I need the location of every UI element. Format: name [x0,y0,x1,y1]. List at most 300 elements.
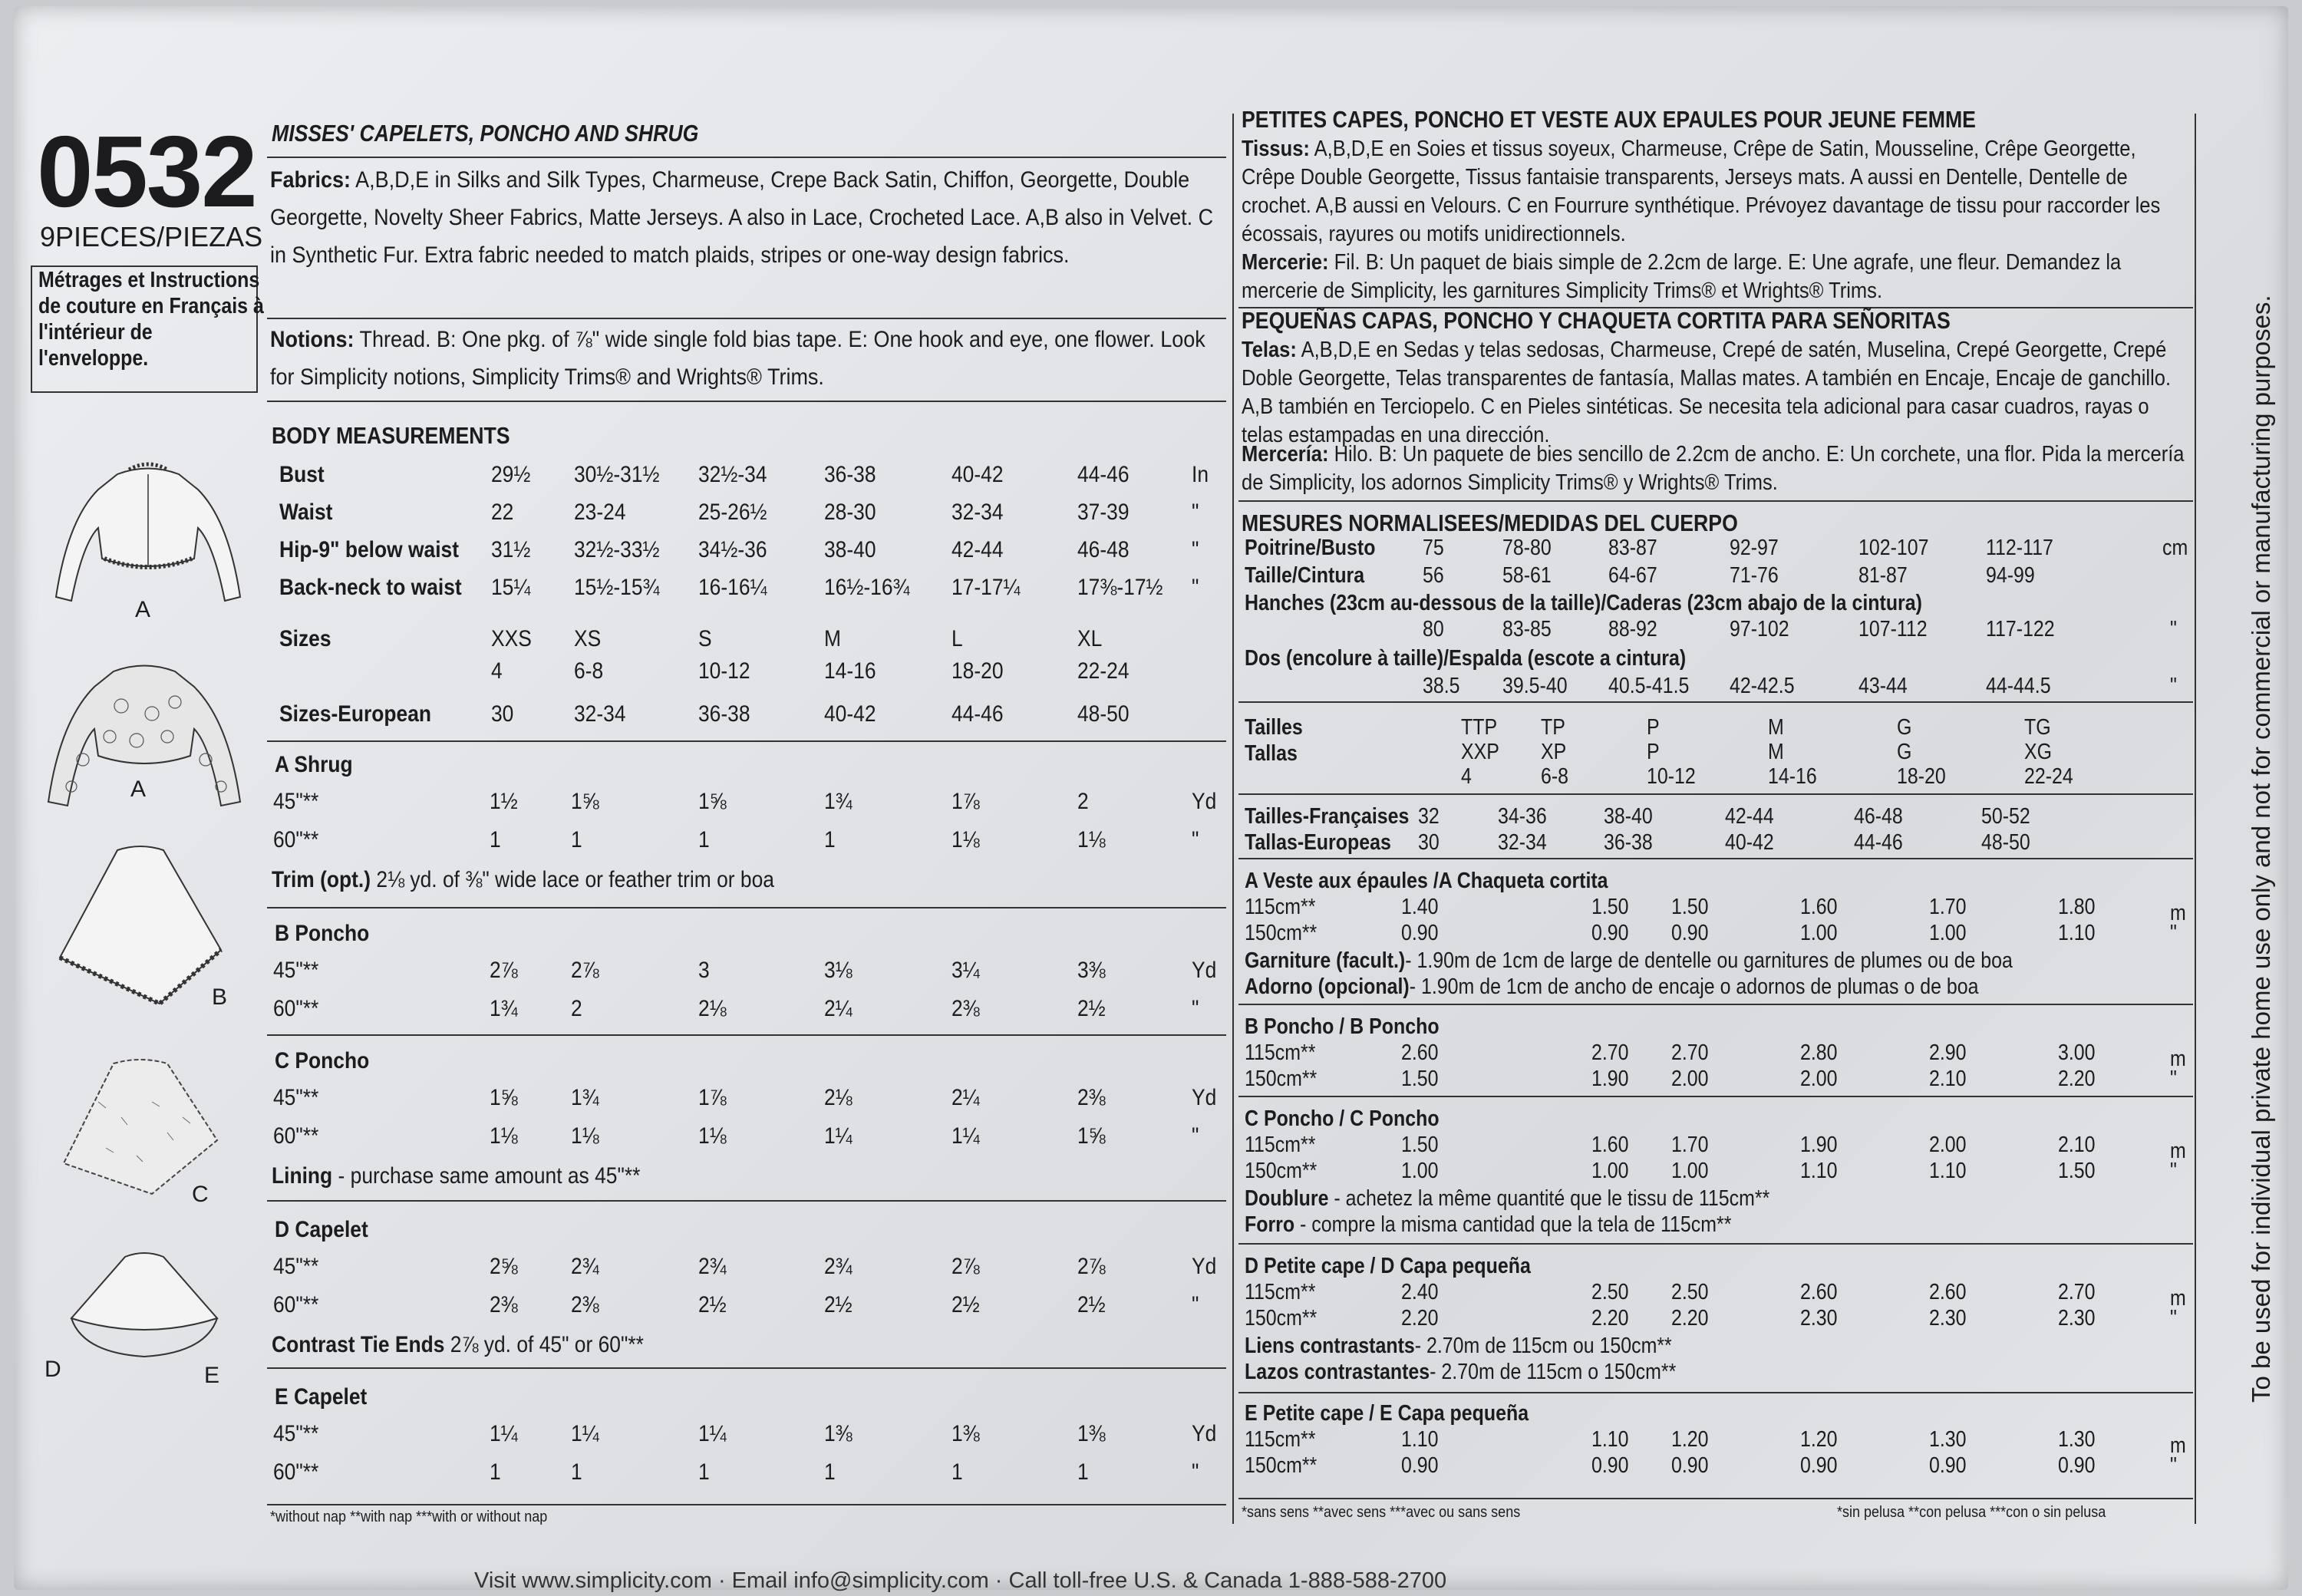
sizes-european-label: Sizes-European [279,701,432,727]
dos-value: 42-42.5 [1730,674,1795,698]
tailles-francaises-label: Tailles-Françaises [1245,804,1410,829]
yardage-unit: Yd [1192,1421,1217,1446]
merceria-text: Hilo. B: Un paquete de bies sencillo de 2.2cm de ancho. E: Un corchete, una flor. Pida la mercería de Simplicity, los adornos Simplicity Trims® y Wrights® Trims. [1242,442,2185,495]
yardage-value: 2¾ [571,1254,599,1279]
dos-value: 38.5 [1423,674,1460,698]
usage-notice: To be used for individual private home use only and not for commercial or manufacturing purposes. [2247,295,2275,1403]
metrage-width: 115cm** [1245,1427,1316,1452]
view-note-text: 2⅞ yd. of 45" or 60"** [444,1332,644,1357]
taille-code: P [1647,715,1660,740]
view-heading: E Petite cape / E Capa pequeña [1245,1401,1529,1426]
metrage-unit: " [2170,1067,2177,1091]
size-code: L [951,626,963,651]
talla-code: XXP [1461,740,1499,764]
telas-label: Telas: [1242,338,1297,362]
french-note-line: Métrages et Instructions [38,268,260,292]
taille-francaise: 34-36 [1498,804,1547,829]
talla-europea: 44-46 [1854,830,1903,855]
yardage-value: 1½ [490,789,518,814]
yardage-value: 2¾ [824,1254,853,1279]
divider [1238,1243,2193,1245]
metrage-value: 3.00 [2058,1040,2096,1065]
yardage-value: 2¼ [824,996,853,1021]
measurement-value: 32½-34 [698,462,767,487]
yardage-value: 2⅜ [1077,1085,1106,1110]
divider [1238,1096,2193,1097]
french-note-line: de couture en Français à [38,294,264,318]
taille-francaise: 50-52 [1981,804,2030,829]
yardage-value: 1⅛ [490,1123,518,1149]
yardage-width: 45"** [273,1421,319,1446]
mercerie-label: Mercerie: [1242,250,1329,275]
metrage-value: 1.90 [1800,1133,1838,1157]
notions-text: Thread. B: One pkg. of ⅞" wide single fold bias tape. E: One hook and eye, one flower. Look for Simplicity notions, Simplicity Trims® and Wrights® Trims. [270,327,1205,390]
measurement-unit: " [1192,537,1199,562]
size-number: 14-16 [824,658,876,684]
view-heading: D Capelet [275,1217,368,1242]
metrage-value: 1.00 [1401,1159,1439,1183]
dos-value: 44-44.5 [1986,674,2051,698]
view-note-text: - 2.70m de 115cm o 150cm** [1430,1360,1677,1384]
metrage-unit: m [2170,1286,2186,1311]
metrage-value: 2.70 [1591,1040,1629,1065]
talla-code: M [1768,740,1784,764]
measurement-value: 22 [491,500,514,525]
telas-text: A,B,D,E en Sedas y telas sedosas, Charmeuse, Crepé de satén, Muselina, Crepé Georgette, Crepé Doble Georgette, Telas transparentes de fantasía, Mallas mates. A también en Encaje, Encaje de ganchillo. A,B también en Terciopelo. C en Pieles sintéticas. Se necesita tela adicional para casar cuadros, rayas o telas estampadas en una dirección. [1242,338,2172,447]
metrage-unit: " [2170,1306,2177,1331]
yardage-unit: " [1192,1459,1199,1485]
metrage-value: 2.60 [1401,1040,1439,1065]
hanches-value: 83-85 [1502,617,1552,641]
yardage-value: 2⅞ [571,958,599,983]
metrage-value: 1.60 [1800,895,1838,919]
yardage-value: 2½ [698,1292,727,1317]
yardage-value: 1⅛ [698,1123,727,1149]
measurement-value: 30½-31½ [574,462,660,487]
yardage-value: 1⅜ [951,1421,980,1446]
taille-code: G [1897,715,1912,740]
view-heading: C Poncho / C Poncho [1245,1106,1440,1131]
metrage-width: 115cm** [1245,1040,1316,1065]
tailles-label: Tailles [1245,715,1303,740]
metrage-unit: m [2170,1139,2186,1163]
size-code: XL [1077,626,1103,651]
metrage-value: 1.90 [1591,1067,1629,1091]
french-note-line: l'intérieur de [38,320,153,345]
metrage-value: 0.90 [1591,921,1629,945]
yardage-value: 2⅛ [698,996,727,1021]
size-code: S [698,626,712,651]
metrage-value: 0.90 [1671,1453,1709,1478]
poitrine-value: 75 [1423,536,1444,560]
metrage-value: 2.20 [1591,1306,1629,1331]
hanches-value: 97-102 [1730,617,1789,641]
metrage-value: 2.30 [2058,1306,2096,1331]
metrage-value: 2.70 [1671,1040,1709,1065]
metrage-value: 1.70 [1671,1133,1709,1157]
yardage-unit: " [1192,1123,1199,1149]
taille-code: TTP [1461,715,1498,740]
yardage-value: 1 [571,827,582,852]
yardage-width: 45"** [273,958,319,983]
metrage-width: 150cm** [1245,1306,1318,1331]
metrage-value: 1.70 [1929,895,1967,919]
yardage-value: 2⅞ [490,958,518,983]
view-note-text: - 1.90m de 1cm de ancho de encaje o adornos de plumas o de boa [1409,974,1979,999]
view-note-label: Forro [1245,1212,1295,1237]
metrage-value: 2.20 [1671,1306,1709,1331]
yardage-value: 2⅜ [951,996,980,1021]
measurement-value: 46-48 [1077,537,1130,562]
tallas-europeas-label: Tallas-Europeas [1245,830,1391,855]
metrage-width: 150cm** [1245,921,1318,945]
divider [1238,1392,2193,1393]
metrage-unit: " [2170,921,2177,945]
yardage-value: 1 [698,1459,710,1485]
yardage-width: 45"** [273,1085,319,1110]
measurement-value: 37-39 [1077,500,1130,525]
metrage-value: 1.50 [1671,895,1709,919]
metrage-value: 1.40 [1401,895,1439,919]
metrage-value: 0.90 [1591,1453,1629,1478]
metrage-value: 1.50 [2058,1159,2096,1183]
yardage-value: 1⅝ [490,1085,518,1110]
metrage-unit: " [2170,1159,2177,1183]
yardage-width: 60"** [273,1292,319,1317]
size-number: 22-24 [1077,658,1130,684]
size-european: 36-38 [698,701,750,727]
yardage-value: 1¼ [571,1421,599,1446]
measurement-value: 16½-16¾ [824,575,910,600]
view-heading: A Shrug [275,752,353,777]
yardage-value: 2⅜ [571,1292,599,1317]
size-number: 6-8 [574,658,604,684]
taille-francaise: 42-44 [1725,804,1774,829]
view-note-label: Doublure [1245,1186,1329,1211]
yardage-value: 3¼ [951,958,980,983]
view-note-text: - achetez la même quantité que le tissu de 115cm** [1328,1186,1770,1211]
taille-number: 6-8 [1541,764,1569,789]
view-note-label: Lazos contrastantes [1245,1360,1430,1384]
measurement-value: 17⅜-17½ [1077,575,1163,600]
metrage-value: 1.00 [1800,921,1838,945]
metrage-value: 1.00 [1671,1159,1709,1183]
metrage-value: 2.60 [1800,1280,1838,1304]
measurement-value: 17-17¼ [951,575,1021,600]
spanish-title: PEQUEÑAS CAPAS, PONCHO Y CHAQUETA CORTITA PARA SEÑORITAS [1242,307,1951,334]
poitrine-value: 83-87 [1608,536,1657,560]
yardage-value: 1⅝ [698,789,727,814]
metrage-value: 1.50 [1401,1067,1439,1091]
metrage-value: 2.60 [1929,1280,1967,1304]
metrage-width: 115cm** [1245,895,1316,919]
yardage-value: 2¼ [951,1085,980,1110]
metrage-value: 1.20 [1671,1427,1709,1452]
talla-code: XG [2024,740,2053,764]
size-code: XS [574,626,602,651]
yardage-value: 2½ [824,1292,853,1317]
hanches-value: 117-122 [1986,617,2055,641]
measurement-value: 31½ [491,537,531,562]
yardage-value: 1 [824,1459,836,1485]
measurement-value: 15¼ [491,575,531,600]
yardage-value: 1 [951,1459,963,1485]
taille-number: 4 [1461,764,1472,789]
metrage-value: 1.00 [1591,1159,1629,1183]
yardage-value: 1¾ [571,1085,599,1110]
metrage-value: 2.10 [2058,1133,2096,1157]
metrage-tables [14,6,2239,1541]
yardage-value: 1 [571,1459,582,1485]
metrage-value: 1.60 [1591,1133,1629,1157]
yardage-value: 2 [1077,789,1089,814]
metrage-unit: m [2170,1047,2186,1071]
metrage-value: 2.10 [1929,1067,1967,1091]
view-heading: D Petite cape / D Capa pequeña [1245,1254,1531,1278]
taille-label: Taille/Cintura [1245,563,1365,588]
view-label: B [212,984,228,1010]
divider [1238,1004,2193,1005]
view-note-label: Trim (opt.) [272,867,371,892]
dos-value: 40.5-41.5 [1608,674,1690,698]
yardage-value: 1¾ [490,996,518,1021]
metrage-value: 1.20 [1800,1427,1838,1452]
yardage-width: 60"** [273,996,319,1021]
view-label: C [192,1182,209,1207]
metrage-value: 2.00 [1800,1067,1838,1091]
view-note-label: Lining [272,1163,333,1189]
yardage-value: 1⅜ [824,1421,853,1446]
view-note [1245,1186,1769,1212]
metrage-value: 2.30 [1800,1306,1838,1331]
metrage-width: 150cm** [1245,1159,1318,1183]
metrage-unit: m [2170,901,2186,925]
taille-number: 14-16 [1768,764,1817,789]
yardage-unit: " [1192,1292,1199,1317]
view-heading: C Poncho [275,1048,370,1073]
french-note-line: l'enveloppe. [38,346,149,371]
metrage-value: 0.90 [1401,1453,1439,1478]
size-code: XXS [491,626,532,651]
measurement-unit: " [1192,500,1199,525]
mesures-heading: MESURES NORMALISEES/MEDIDAS DEL CUERPO [1242,509,1738,536]
unit-mark: " [2170,674,2177,698]
fabrics-label: Fabrics: [270,167,351,193]
talla-europea: 32-34 [1498,830,1547,855]
measurement-value: 32½-33½ [574,537,660,562]
yardage-value: 1⅞ [951,789,980,814]
view-note-text: - 2.70m de 115cm ou 150cm** [1414,1334,1672,1358]
yardage-value: 2¾ [698,1254,727,1279]
yardage-value: 2⅞ [1077,1254,1106,1279]
yardage-value: 2⅜ [490,1292,518,1317]
divider [1238,1498,2193,1499]
right-border [2195,114,2196,1524]
yardage-value: 1⅝ [1077,1123,1106,1149]
measurement-value: 29½ [491,462,531,487]
measurement-value: 16-16¼ [698,575,767,600]
taille-value: 81-87 [1858,563,1908,588]
yardage-value: 2⅝ [490,1254,518,1279]
metrage-value: 1.10 [1800,1159,1838,1183]
view-label: E [204,1363,220,1388]
size-european: 48-50 [1077,701,1130,727]
yardage-value: 3 [698,958,710,983]
taille-francaise: 32 [1418,804,1440,829]
size-european: 32-34 [574,701,626,727]
talla-europea: 30 [1418,830,1440,855]
measurement-label: Hip-9" below waist [279,537,460,562]
view-note-label: Adorno (opcional) [1245,974,1410,999]
metrage-value: 2.70 [2058,1280,2096,1304]
view-note-label: Contrast Tie Ends [272,1332,445,1357]
view-heading: B Poncho [275,921,370,946]
taille-value: 64-67 [1608,563,1657,588]
taille-code: TG [2024,715,2051,740]
metrage-value: 2.90 [1929,1040,1967,1065]
yardage-value: 1¼ [951,1123,980,1149]
hanches-value: 88-92 [1608,617,1657,641]
sizes-label: Sizes [279,626,331,651]
taille-number: 22-24 [2024,764,2073,789]
view-note [1245,1212,1731,1238]
taille-code: TP [1541,715,1565,740]
size-number: 4 [491,658,503,684]
metrage-width: 150cm** [1245,1453,1318,1478]
view-note [1245,1360,1676,1385]
view-heading: B Poncho / B Poncho [1245,1014,1440,1039]
taille-value: 56 [1423,563,1444,588]
view-heading: A Veste aux épaules /A Chaqueta cortita [1245,869,1608,893]
yardage-value: 1¼ [824,1123,853,1149]
yardage-value: 2½ [951,1292,980,1317]
metrage-value: 1.50 [1591,895,1629,919]
measurement-value: 42-44 [951,537,1004,562]
size-number: 18-20 [951,658,1004,684]
yardage-value: 1¾ [824,789,853,814]
size-european: 40-42 [824,701,876,727]
view-note-text: - purchase same amount as 45"** [332,1163,641,1189]
talla-europea: 40-42 [1725,830,1774,855]
yardage-value: 1 [490,1459,501,1485]
body-measurements-heading: BODY MEASUREMENTS [272,422,510,449]
metrage-unit: " [2170,1453,2177,1478]
poitrine-value: 78-80 [1502,536,1552,560]
view-heading: E Capelet [275,1384,368,1410]
unit-cm: cm [2162,536,2188,560]
talla-code: G [1897,740,1912,764]
tissus-text: A,B,D,E en Soies et tissus soyeux, Charmeuse, Crêpe de Satin, Mousseline, Crêpe Georgette, Crêpe Double Georgette, Tissus fantaisie transparents, Jerseys mats. A aussi en Dentelle, Dentelle de crochet. A,B aussi en Velours. C en Fourrure synthétique. Prévoyez davantage de tissu pour raccorder les écossais, rayures ou motifs unidirectionnels. [1242,137,2161,246]
view-label: A [135,597,151,622]
metrage-value: 1.10 [1401,1427,1439,1452]
yardage-value: 1⅛ [1077,827,1106,852]
metrage-value: 0.90 [1800,1453,1838,1478]
yardage-unit: Yd [1192,789,1217,814]
yardage-value: 1⅛ [571,1123,599,1149]
metrage-value: 1.10 [2058,921,2096,945]
yardage-value: 3⅜ [1077,958,1106,983]
view-note-text: 2⅛ yd. of ⅜" wide lace or feather trim or boa [371,867,774,892]
view-note [1245,974,1979,1000]
measurement-value: 23-24 [574,500,626,525]
fabrics-text: A,B,D,E in Silks and Silk Types, Charmeuse, Crepe Back Satin, Chiffon, Georgette, Double Georgette, Novelty Sheer Fabrics, Matte Jerseys. A also in Lace, Crocheted Lace. A,B also in Velvet. C in Synthetic Fur. Extra fabric needed to match plaids, stripes or one-way design fabrics. [270,167,1214,268]
yardage-value: 1¼ [490,1421,518,1446]
yardage-unit: " [1192,996,1199,1021]
yardage-value: 1⅛ [951,827,980,852]
dos-label: Dos (encolure à taille)/Espalda (escote a cintura) [1245,646,1687,671]
tallas-label: Tallas [1245,741,1298,766]
metrage-value: 2.20 [2058,1067,2096,1091]
yardage-value: 2⅞ [951,1254,980,1279]
measurement-value: 40-42 [951,462,1004,487]
poitrine-label: Poitrine/Busto [1245,536,1376,560]
yardage-width: 60"** [273,1123,319,1149]
hanches-label: Hanches (23cm au-dessous de la taille)/Caderas (23cm abajo de la cintura) [1245,591,1922,615]
yardage-width: 60"** [273,1459,319,1485]
metrage-value: 1.30 [1929,1427,1967,1452]
measurement-label: Waist [279,500,333,525]
metrage-value: 2.00 [1671,1067,1709,1091]
view-label: D [45,1357,61,1382]
measurement-unit: " [1192,575,1199,600]
view-note-label: Liens contrastants [1245,1334,1415,1358]
yardage-width: 60"** [273,827,319,852]
poitrine-value: 92-97 [1730,536,1779,560]
talla-code: XP [1541,740,1567,764]
yardage-width: 45"** [273,789,319,814]
yardage-value: 1 [698,827,710,852]
yardage-unit: Yd [1192,1085,1217,1110]
size-european: 30 [491,701,514,727]
english-title: MISSES' CAPELETS, PONCHO AND SHRUG [272,120,699,147]
taille-number: 18-20 [1897,764,1946,789]
metrage-value: 1.50 [1401,1133,1439,1157]
view-note-label: Garniture (facult.) [1245,948,1406,973]
metrage-value: 0.90 [1929,1453,1967,1478]
french-title: PETITES CAPES, PONCHO ET VESTE AUX EPAULES POUR JEUNE FEMME [1242,106,1976,133]
metrage-value: 2.50 [1591,1280,1629,1304]
poitrine-value: 112-117 [1986,536,2053,560]
metrage-value: 1.80 [2058,895,2096,919]
yardage-value: 1⅝ [571,789,599,814]
taille-francaise: 38-40 [1604,804,1653,829]
yardage-value: 2⅛ [824,1085,853,1110]
yardage-value: 2 [571,996,582,1021]
notions-label: Notions: [270,327,355,352]
metrage-value: 1.00 [1929,921,1967,945]
measurement-label: Back-neck to waist [279,575,462,600]
yardage-width: 45"** [273,1254,319,1279]
view-note [1245,1334,1672,1359]
mercerie-text: Fil. B: Un paquet de biais simple de 2.2cm de large. E: Une agrafe, une fleur. Demandez la mercerie de Simplicity, les garnitures Simplicity Trims® et Wrights® Trims. [1242,250,2122,303]
pattern-envelope-back [14,6,2288,1593]
hanches-value: 107-112 [1858,617,1928,641]
pattern-number: 0532 [37,115,256,228]
measurement-value: 34½-36 [698,537,767,562]
hanches-value: 80 [1423,617,1444,641]
metrage-value: 2.50 [1671,1280,1709,1304]
metrage-value: 2.80 [1800,1040,1838,1065]
yardage-value: 2½ [1077,1292,1106,1317]
view-note [1245,948,2013,974]
yardage-value: 1⅞ [698,1085,727,1110]
metrage-value: 1.10 [1929,1159,1967,1183]
yardage-value: 2½ [1077,996,1106,1021]
metrage-value: 0.90 [1671,921,1709,945]
poitrine-value: 102-107 [1858,536,1929,560]
yardage-value: 1 [824,827,836,852]
merceria-label: Mercería: [1242,442,1329,467]
